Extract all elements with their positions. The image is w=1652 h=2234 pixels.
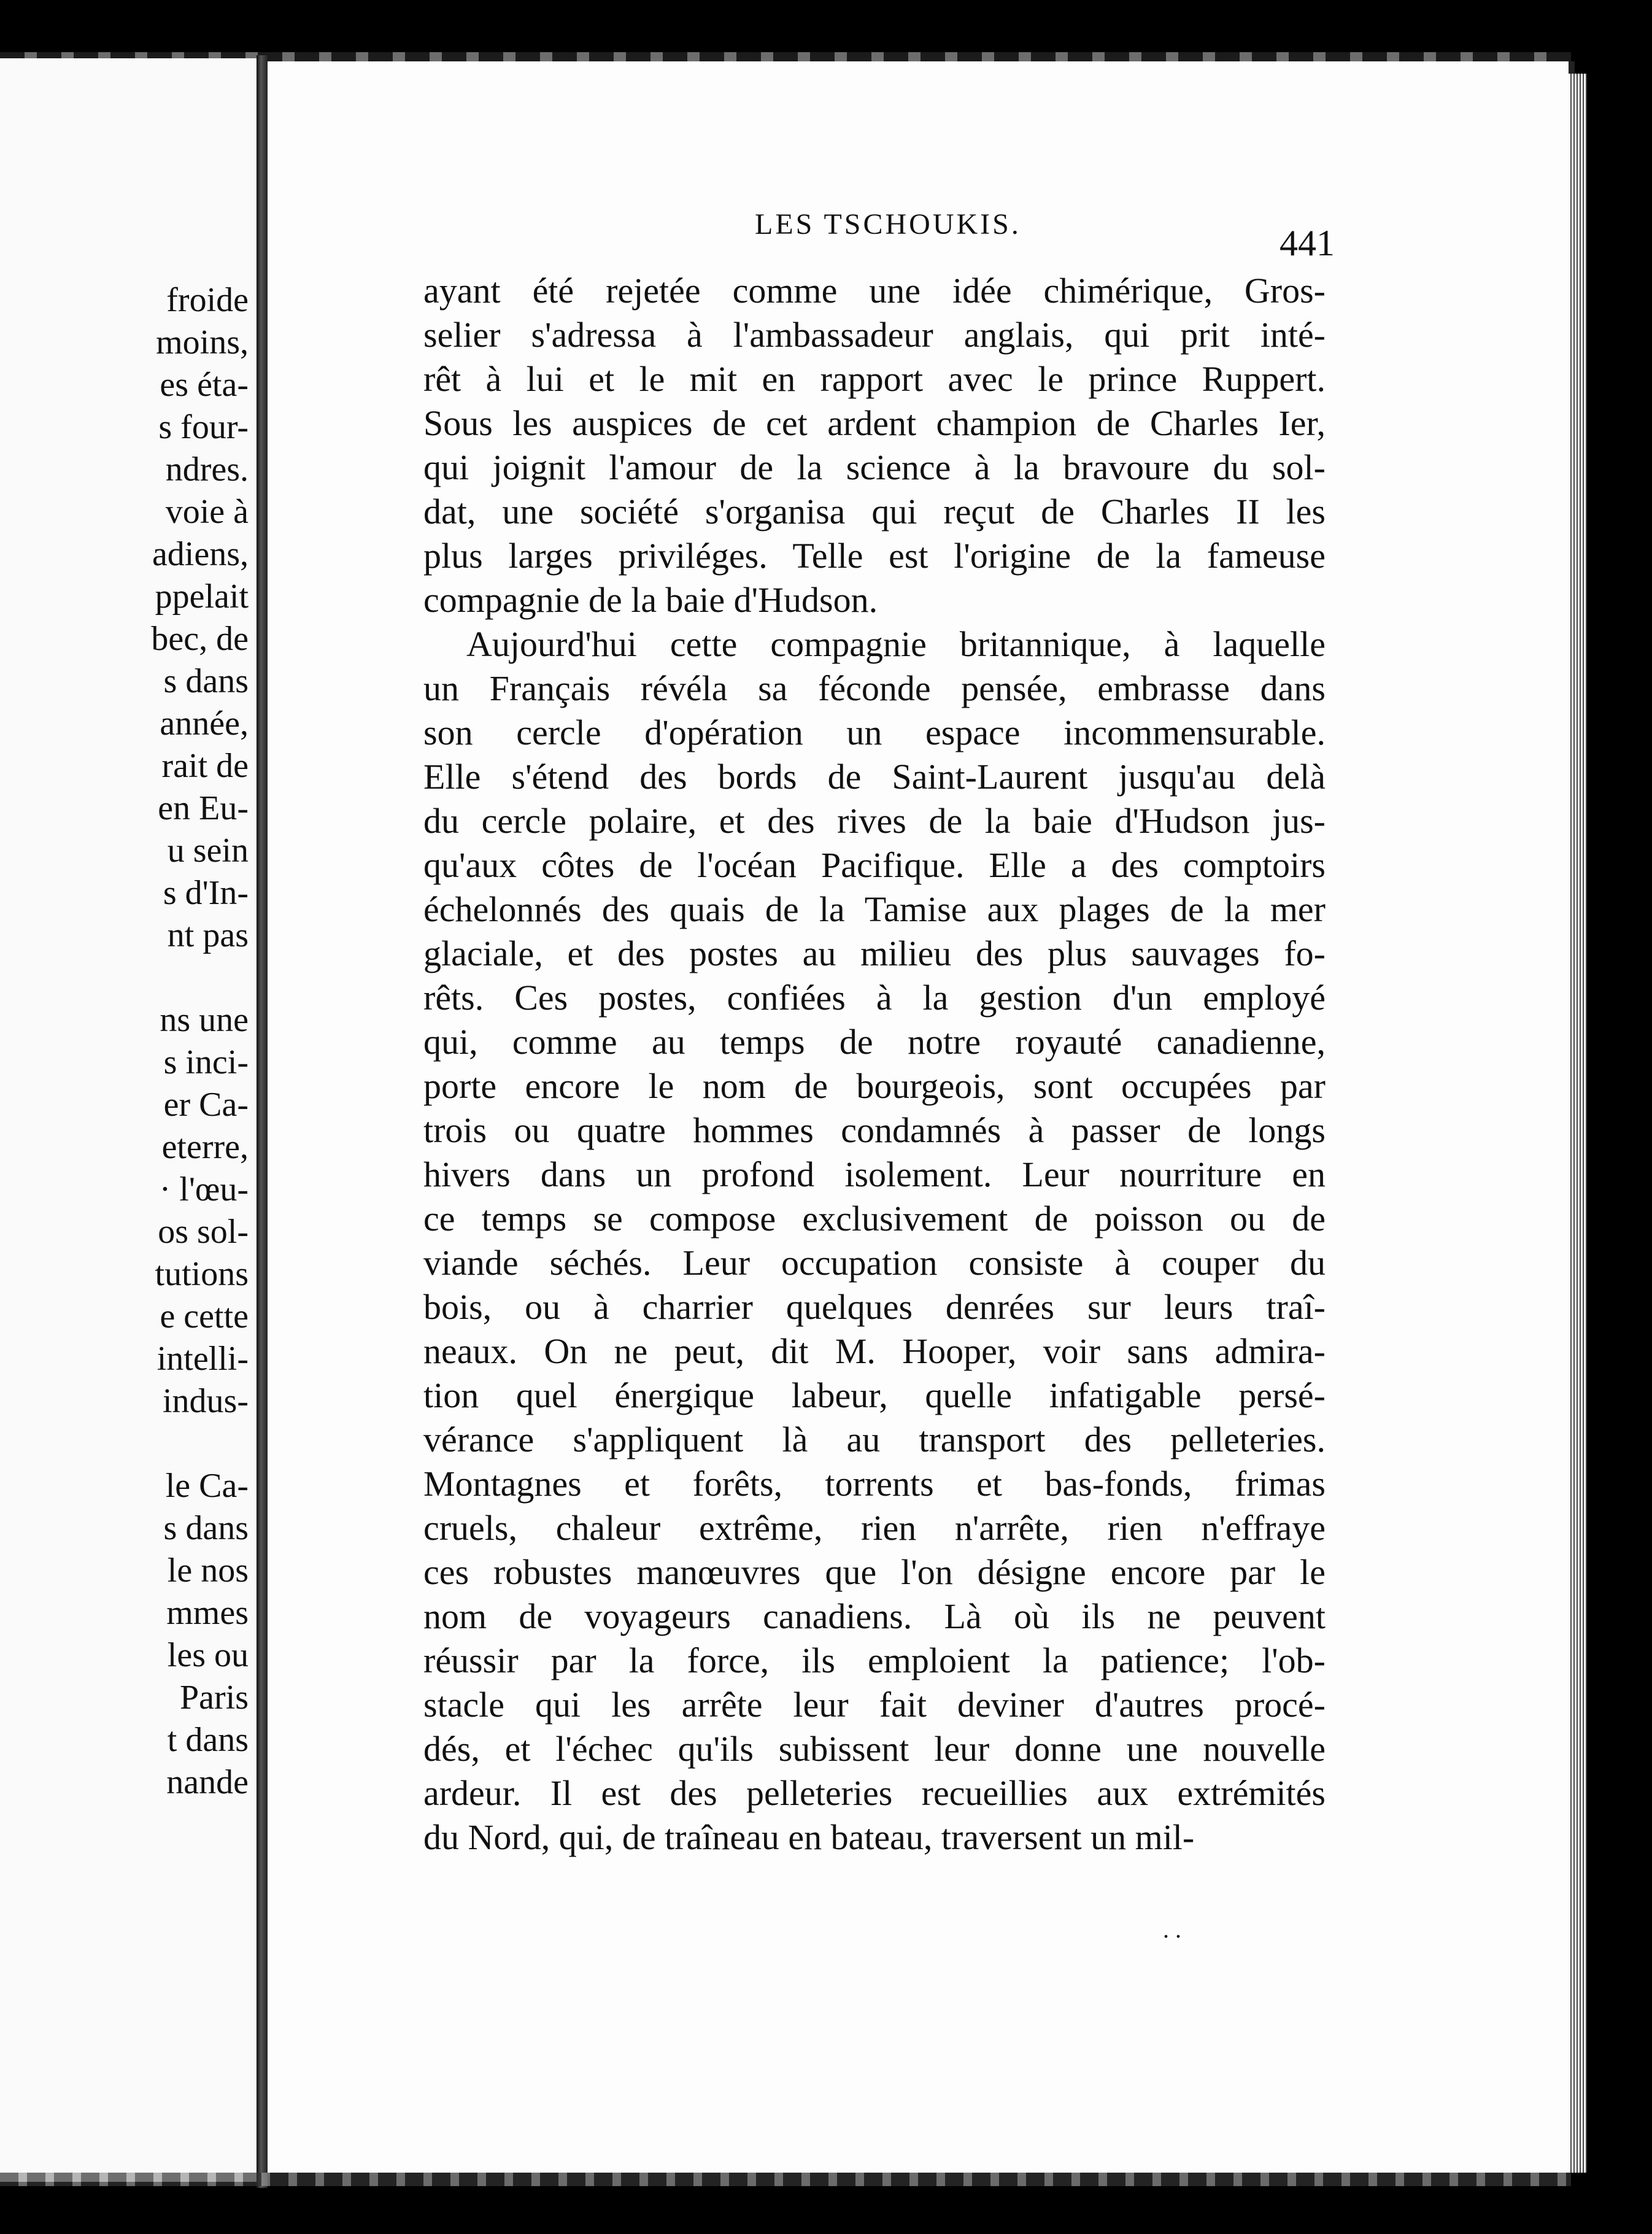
left-page-line: voie à [165, 493, 249, 531]
body-text [423, 269, 1326, 1860]
left-page-line: t dans [167, 1721, 249, 1759]
text-line: qui joignit l'amour de la science à la bravoure du sol- [423, 447, 1326, 487]
left-page-line: Paris [180, 1679, 249, 1717]
text-line: cruels, chaleur extrême, rien n'arrête, rien n'effraye [423, 1508, 1326, 1548]
left-page-line: indus- [163, 1382, 249, 1420]
text-line: tion quel énergique labeur, quelle infatigable persé- [423, 1375, 1326, 1415]
left-page-line: e cette [160, 1297, 249, 1335]
left-page-line: froide [166, 281, 249, 319]
text-line: viande séchés. Leur occupation consiste à couper du [423, 1243, 1326, 1283]
left-page-line [0, 1423, 249, 1465]
text-line: Montagnes et forêts, torrents et bas-fonds, frimas [423, 1464, 1326, 1504]
text-line: trois ou quatre hommes condamnés à passer de longs [423, 1110, 1326, 1150]
book-spine [257, 55, 268, 2188]
text-line: Aujourd'hui cette compagnie britannique, à laquelle [466, 624, 1326, 664]
left-page-line: s dans [163, 1509, 249, 1547]
left-page-line: moins, [156, 323, 249, 361]
left-page-line: s dans [163, 662, 249, 700]
left-page-line: en Eu- [158, 789, 249, 827]
text-line: stacle qui les arrête leur fait deviner d'autres procé- [423, 1685, 1326, 1725]
scan-bottom-border [0, 2173, 1571, 2186]
text-line: hivers dans un profond isolement. Leur nourriture en [423, 1154, 1326, 1194]
left-page-line: année, [160, 705, 249, 743]
text-line: qui, comme au temps de notre royauté canadienne, [423, 1022, 1326, 1062]
text-line: échelonnés des quais de la Tamise aux plages de la mer [423, 889, 1326, 929]
running-title: LES TSCHOUKIS. [755, 208, 1021, 241]
left-page-line: er Ca- [163, 1086, 249, 1124]
left-page-line: es éta- [160, 366, 249, 404]
text-line: ce temps se compose exclusivement de poisson ou de [423, 1199, 1326, 1239]
left-page-line: · l'œu- [159, 1170, 249, 1208]
text-line: bois, ou à charrier quelques denrées sur leurs traî- [423, 1287, 1326, 1327]
left-page-line: os sol- [158, 1213, 249, 1251]
left-page-line: ppelait [155, 578, 249, 616]
left-page-line: eterre, [161, 1128, 249, 1166]
left-page-line: nande [166, 1763, 249, 1801]
text-line: vérance s'appliquent là au transport des pelleteries. [423, 1420, 1326, 1459]
text-line: un Français révéla sa féconde pensée, embrasse dans [423, 668, 1326, 708]
left-page-line: ns une [160, 1001, 249, 1039]
text-line: plus larges priviléges. Telle est l'origine de la fameuse [423, 536, 1326, 576]
text-line: du cercle polaire, et des rives de la baie d'Hudson jus- [423, 801, 1326, 841]
page-edge [1569, 74, 1587, 2173]
text-line: compagnie de la baie d'Hudson. [423, 580, 878, 620]
left-page-text [0, 279, 249, 1804]
text-line: ardeur. Il est des pelleteries recueillies aux extrémités [423, 1773, 1326, 1813]
text-line: ces robustes manœuvres que l'on désigne encore par le [423, 1552, 1326, 1592]
left-page-line: s four- [158, 408, 249, 446]
text-line: dat, une société s'organisa qui reçut de Charles II les [423, 492, 1326, 531]
text-line: neaux. On ne peut, dit M. Hooper, voir sans admira- [423, 1331, 1326, 1371]
left-page-line: u sein [167, 832, 249, 870]
left-page-line: le Ca- [165, 1467, 249, 1505]
left-page-line: mmes [166, 1594, 249, 1632]
text-line: du Nord, qui, de traîneau en bateau, traversent un mil- [423, 1817, 1195, 1857]
text-line: selier s'adressa à l'ambassadeur anglais, qui prit inté- [423, 315, 1326, 355]
left-page-line: nt pas [167, 916, 249, 954]
left-page-line: tutions [155, 1255, 249, 1293]
left-page-line: le nos [167, 1552, 249, 1590]
text-line: dés, et l'échec qu'ils subissent leur donne une nouvelle [423, 1729, 1326, 1769]
left-page-line [0, 957, 249, 999]
text-line: Sous les auspices de cet ardent champion de Charles Ier, [423, 403, 1326, 443]
text-line: glaciale, et des postes au milieu des plus sauvages fo- [423, 933, 1326, 973]
left-page-line: rait de [161, 747, 249, 785]
text-line: qu'aux côtes de l'océan Pacifique. Elle a des comptoirs [423, 845, 1326, 885]
left-page-line: s inci- [163, 1043, 249, 1081]
text-line: nom de voyageurs canadiens. Là où ils ne peuvent [423, 1596, 1326, 1636]
text-line: réussir par la force, ils emploient la patience; l'ob- [423, 1641, 1326, 1680]
left-page-line: s d'In- [163, 874, 249, 912]
text-line: Elle s'étend des bords de Saint-Laurent jusqu'au delà [423, 757, 1326, 797]
text-line: rêt à lui et le mit en rapport avec le prince Ruppert. [423, 359, 1326, 399]
text-line: rêts. Ces postes, confiées à la gestion d'un employé [423, 978, 1326, 1018]
text-line: son cercle d'opération un espace incommensurable. [423, 713, 1326, 752]
page-number: 441 [1280, 223, 1335, 263]
left-page-line: les ou [167, 1636, 249, 1674]
text-line: porte encore le nom de bourgeois, sont occupées par [423, 1066, 1326, 1106]
left-page-line: bec, de [151, 620, 249, 658]
left-page-line: adiens, [152, 535, 249, 573]
text-line: ayant été rejetée comme une idée chimérique, Gros- [423, 271, 1326, 311]
signature-mark: . . [1163, 1915, 1181, 1943]
left-page-line: ndres. [165, 450, 249, 489]
left-page-line: intelli- [156, 1340, 249, 1378]
